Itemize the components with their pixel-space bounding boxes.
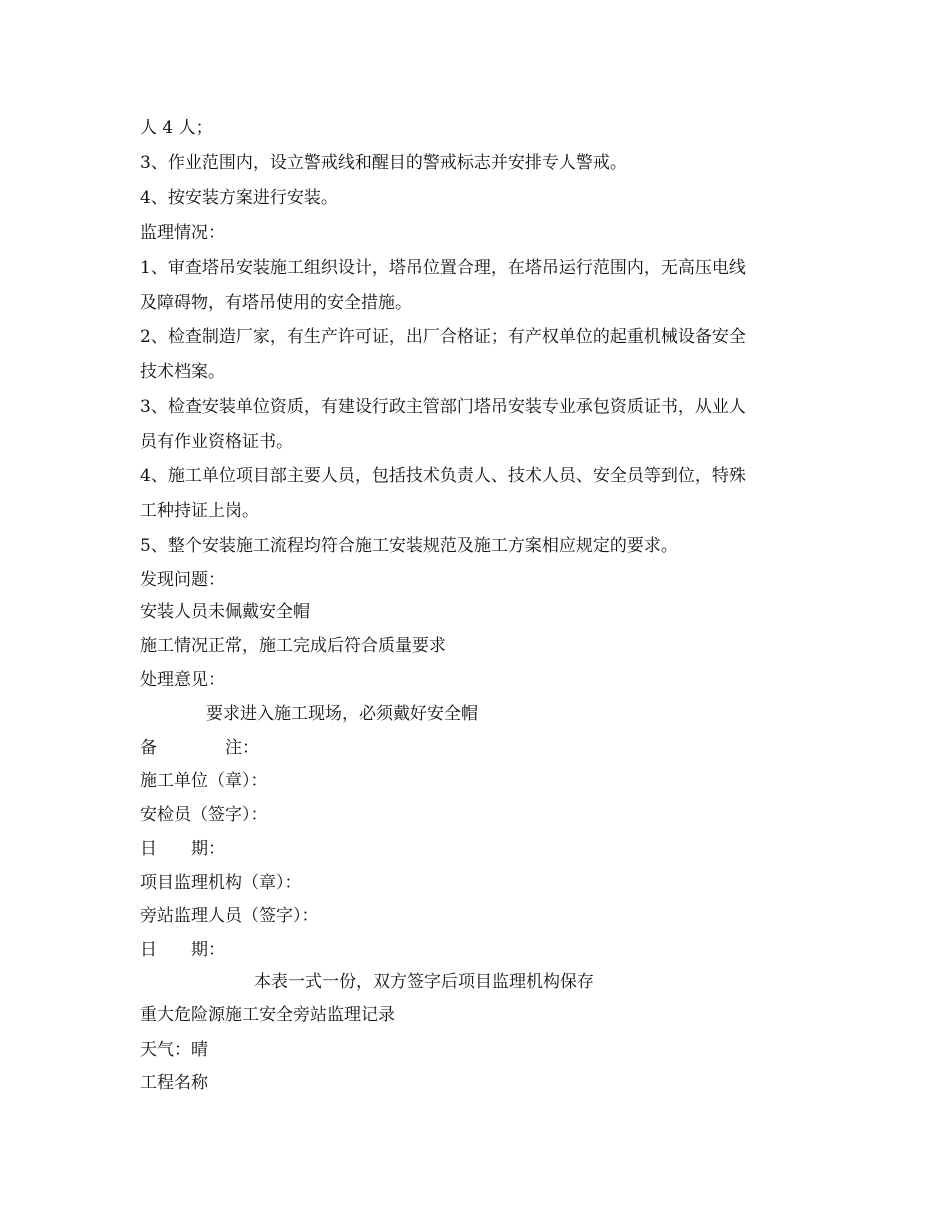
text-line: 天气：晴 — [140, 1040, 208, 1060]
text-line: 1、审查塔吊安装施工组织设计，塔吊位置合理，在塔吊运行范围内，无高压电线 — [140, 258, 746, 278]
text-line: 4、施工单位项目部主要人员，包括技术负责人、技术人员、安全员等到位，特殊 — [140, 466, 746, 486]
text-line: 工程名称 — [140, 1073, 208, 1093]
section-heading: 处理意见： — [140, 670, 225, 690]
text-line: 工种持证上岗。 — [140, 501, 259, 521]
text-line: 5、整个安装施工流程均符合施工安装规范及施工方案相应规定的要求。 — [140, 536, 678, 556]
text-line: 人 4 人； — [140, 118, 213, 138]
text-line: 施工情况正常，施工完成后符合质量要求 — [140, 636, 446, 656]
text-line: 员有作业资格证书。 — [140, 432, 293, 452]
date-field: 日 期： — [140, 940, 225, 960]
footnote: 本表一式一份，双方签字后项目监理机构保存 — [254, 972, 594, 992]
section-title: 重大危险源施工安全旁站监理记录 — [140, 1005, 395, 1025]
signature-field: 施工单位（章）： — [140, 771, 268, 791]
text-line: 2、检查制造厂家，有生产许可证，出厂合格证；有产权单位的起重机械设备安全 — [140, 327, 746, 347]
signature-field: 项目监理机构（章）： — [140, 873, 302, 893]
remarks-label: 备 注： — [140, 738, 259, 758]
text-line: 4、按安装方案进行安装。 — [140, 188, 338, 208]
signature-field: 安检员（签字）： — [140, 805, 268, 825]
section-heading: 发现问题： — [140, 570, 225, 590]
text-line: 技术档案。 — [140, 362, 225, 382]
section-heading: 监理情况： — [140, 223, 225, 243]
text-line: 及障碍物，有塔吊使用的安全措施。 — [140, 293, 412, 313]
text-line: 安装人员未佩戴安全帽 — [140, 602, 310, 622]
text-line: 3、检查安装单位资质，有建设行政主管部门塔吊安装专业承包资质证书，从业人 — [140, 397, 746, 417]
text-line: 要求进入施工现场，必须戴好安全帽 — [206, 704, 478, 724]
date-field: 日 期： — [140, 839, 225, 859]
text-line: 3、作业范围内，设立警戒线和醒目的警戒标志并安排专人警戒。 — [140, 153, 627, 173]
signature-field: 旁站监理人员（签字）： — [140, 906, 319, 926]
